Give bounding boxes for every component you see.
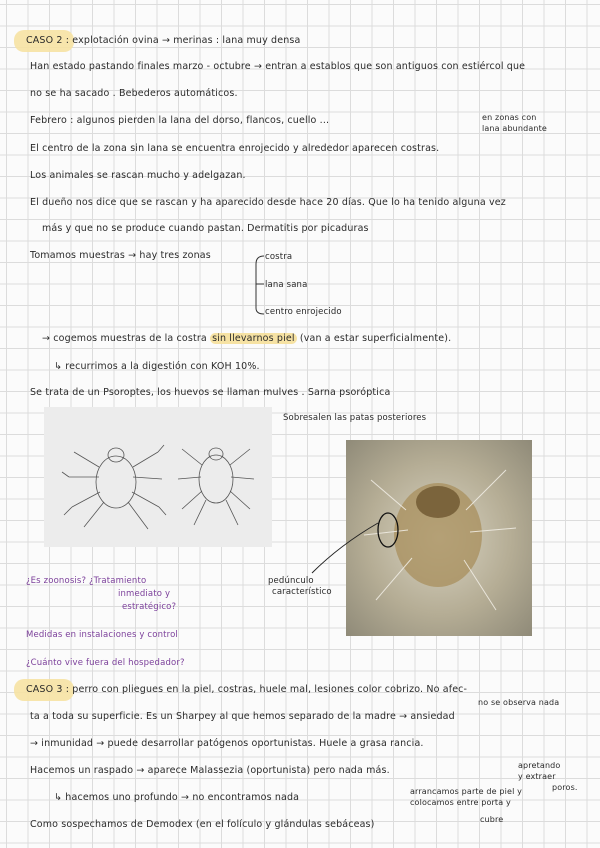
note-apretando-1: apretando [518, 761, 561, 770]
case2-line-9a: cogemos muestras de la costra [53, 333, 207, 344]
case2-line-10-text: recurrimos a la digestión con KOH 10%. [65, 361, 260, 372]
pedicel-label-2: característico [272, 587, 332, 597]
zone-centro-enrojecido: centro enrojecido [265, 307, 342, 317]
case2-title-rest: : explotación ovina → merinas : lana muy densa [65, 35, 301, 46]
note-arrancamos-1: arrancamos parte de piel y [410, 787, 523, 796]
question-tratamiento: ¿Tratamiento [89, 576, 147, 586]
question-inmediato: inmediato y [118, 589, 171, 599]
case2-line-6: El dueño nos dice que se rascan y ha aparecido desde hace 20 días. Que lo ha tenido alguna vez [30, 197, 506, 208]
case2-line-7: más y que no se produce cuando pastan. Dermatitis por picaduras [42, 223, 369, 234]
note-arrancamos-3: cubre [480, 815, 504, 824]
case2-title-label: CASO 2 [26, 35, 63, 46]
pedicel-label-1: pedúnculo [268, 576, 314, 586]
note-arrancamos-2: colocamos entre porta y [410, 798, 511, 807]
case3-line-4-text: hacemos uno profundo → no encontramos nada [65, 792, 300, 803]
case2-line-3: Febrero : algunos pierden la lana del dorso, flancos, cuello ... [30, 115, 330, 126]
mite-drawing-image [44, 407, 272, 547]
sub-arrow-icon: ↳ [54, 361, 63, 372]
case2-line-9b: (van a estar superficialmente). [299, 333, 452, 344]
case3-line-3: Hacemos un raspado → aparece Malassezia (oportunista) pero nada más. [30, 765, 390, 776]
question-cuanto-vive: ¿Cuánto vive fuera del hospedador? [26, 658, 185, 668]
question-zoonosis [26, 575, 146, 587]
case2-line-11: Se trata de un Psoroptes, los huevos se llaman mulves . Sarna psoróptica [30, 387, 391, 398]
note-apretando-3: poros. [552, 783, 578, 792]
case2-line-1: Han estado pastando finales marzo - octubre → entran a establos que son antiguos con estiércol que [30, 61, 526, 72]
arrow-icon: → [42, 333, 51, 344]
question-medidas: Medidas en instalaciones y control [26, 630, 178, 640]
zone-lana-sana: lana sana [265, 280, 308, 290]
case2-line-4: El centro de la zona sin lana se encuentra enrojecido y alrededor aparecen costras. [30, 143, 440, 154]
case3-title-rest: : perro con pliegues en la piel, costras, huele mal, lesiones color cobrizo. No afec- [65, 684, 468, 695]
mite-drawing-svg [44, 407, 272, 547]
question-zoonosis-text: ¿Es zoonosis? [26, 576, 87, 586]
case3-line-2: → inmunidad → puede desarrollar patógenos oportunistas. Huele a grasa rancia. [30, 738, 424, 749]
case2-line-5: Los animales se rascan mucho y adelgazan. [30, 170, 246, 181]
case2-line-2: no se ha sacado . Bebederos automáticos. [30, 88, 238, 99]
question-estrategico: estratégico? [122, 602, 177, 612]
case2-line-8: Tomamos muestras → hay tres zonas [30, 250, 211, 261]
figure-caption: Sobresalen las patas posteriores [283, 413, 427, 423]
note-zonas-2: lana abundante [482, 124, 547, 133]
case3-title [26, 684, 467, 696]
sub-arrow-icon: ↳ [54, 792, 63, 803]
pedicel-arrow-icon [310, 515, 390, 575]
case2-line-10 [54, 361, 260, 373]
case3-line-5: Como sospechamos de Demodex (en el folículo y glándulas sebáceas) [30, 819, 375, 830]
case3-line-1: ta a toda su superficie. Es un Sharpey al que hemos separado de la madre → ansiedad [30, 711, 455, 722]
note-apretando-2: y extraer [518, 772, 556, 781]
note-zonas-1: en zonas con [482, 113, 537, 122]
case3-title-label: CASO 3 [26, 684, 63, 695]
note-madre: no se observa nada [478, 698, 560, 707]
zone-costra: costra [265, 252, 293, 262]
case3-line-4 [54, 792, 299, 804]
case2-title [26, 35, 300, 47]
case2-line-9 [42, 333, 451, 345]
case2-line-9-highlight: sin llevarnos piel [212, 333, 295, 344]
